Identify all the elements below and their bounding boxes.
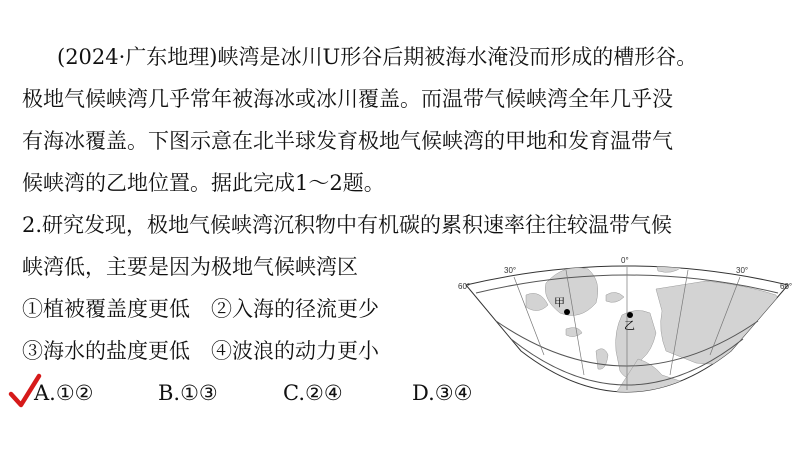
point-jia-label: 甲	[554, 296, 565, 309]
option-d[interactable]: D.③④	[412, 381, 473, 405]
option-a[interactable]: A.①②	[34, 381, 94, 405]
question-stem-line-1: 2.研究发现，极地气候峡湾沉积物中有机碳的累积速率往往较温带气候	[22, 213, 673, 237]
statements-line-2: ③海水的盐度更低 ④波浪的动力更小	[22, 339, 379, 363]
lon-label: 30°	[736, 266, 749, 275]
point-yi-label: 乙	[624, 319, 635, 332]
lon-label: 60°	[458, 282, 471, 291]
lon-label: 30°	[504, 266, 517, 275]
lon-label: 0°	[621, 256, 629, 265]
question-stem-line-2: 峡湾低，主要是因为极地气候峡湾区	[22, 255, 358, 279]
point-yi-marker	[627, 312, 633, 318]
lon-label: 60°	[780, 282, 793, 291]
option-b[interactable]: B.①③	[158, 381, 218, 405]
statements-line-1: ①植被覆盖度更低 ②入海的径流更少	[22, 297, 379, 321]
point-jia-marker	[564, 309, 570, 315]
passage-line-1: (2024·广东地理)峡湾是冰川U形谷后期被海水淹没而形成的槽形谷。	[57, 45, 698, 69]
option-c[interactable]: C.②④	[283, 381, 343, 405]
polar-fjord-map	[456, 255, 798, 421]
passage-line-3: 有海冰覆盖。下图示意在北半球发育极地气候峡湾的甲地和发育温带气	[22, 129, 673, 153]
passage-line-4: 候峡湾的乙地位置。据此完成1～2题。	[22, 171, 385, 195]
passage-line-2: 极地气候峡湾几乎常年被海冰或冰川覆盖。而温带气候峡湾全年几乎没	[22, 87, 673, 111]
